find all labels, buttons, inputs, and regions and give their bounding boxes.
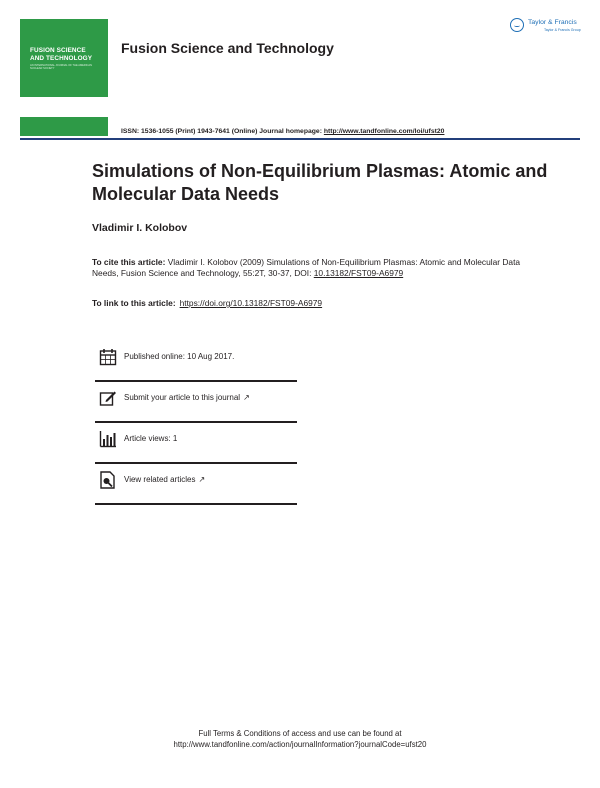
divider: [95, 503, 297, 505]
doi-link[interactable]: 10.13182/FST09-A6979: [313, 268, 404, 279]
external-link-icon: ↗: [198, 475, 206, 484]
journal-homepage-link[interactable]: http://www.tandfonline.com/loi/ufst20: [323, 128, 445, 135]
published-date: Published online: 10 Aug 2017.: [124, 352, 235, 361]
article-views: Article views: 1: [124, 434, 178, 443]
submit-article-link[interactable]: Submit your article to this journal: [124, 393, 241, 402]
article-views-row: [95, 423, 297, 463]
terms-link[interactable]: http://www.tandfonline.com/action/journalInformation?journalCode=ufst20: [173, 740, 427, 749]
cover-subtitle: AN INTERNATIONAL JOURNAL OF THE AMERICAN NUCLEAR SOCIETY: [30, 64, 92, 70]
article-title: Simulations of Non-Equilibrium Plasmas: Atomic and Molecular Data Needs: [92, 161, 548, 204]
related-articles-row[interactable]: [95, 464, 297, 504]
edit-icon: [99, 389, 117, 407]
journal-cover: [20, 19, 108, 136]
calendar-icon: [99, 348, 117, 366]
citation: To cite this article: Vladimir I. Kolobov (2009) Simulations of Non-Equilibrium Plasmas: Atomic and Molecular Data Needs, Fusion Science and Technology, 55:2T, 30-37, DOI: 10.13182/FST09-A6979: [92, 257, 521, 279]
published-row: [95, 341, 297, 381]
article-link-line: To link to this article: https://doi.org/10.13182/FST09-A6979: [92, 298, 323, 308]
document-search-icon: [99, 471, 117, 489]
cover-bottom-band: [20, 117, 108, 136]
cover-title: FUSION SCIENCE AND TECHNOLOGY: [30, 47, 93, 62]
bar-chart-icon: [99, 430, 117, 448]
article-author: Vladimir I. Kolobov: [92, 222, 188, 234]
related-articles-link[interactable]: View related articles: [124, 475, 196, 484]
external-link-icon: ↗: [243, 393, 250, 402]
journal-title: Fusion Science and Technology: [121, 40, 334, 56]
publisher-logo[interactable]: Taylor & Francis Taylor & Francis Group: [510, 17, 582, 39]
terms-footer: Full Terms & Conditions of access and use can be found at http://www.tandfonline.com/action/journalInformation?journalCode=ufst20: [100, 728, 500, 750]
header-divider: [20, 138, 580, 140]
article-doi-url[interactable]: https://doi.org/10.13182/FST09-A6979: [179, 298, 323, 308]
issn-line: ISSN: 1536-1055 (Print) 1943-7641 (Online) Journal homepage: http://www.tandfonline.com/loi/ufst20: [121, 128, 445, 135]
taylor-francis-logo-icon: [510, 18, 524, 32]
submit-article-row[interactable]: [95, 382, 297, 422]
